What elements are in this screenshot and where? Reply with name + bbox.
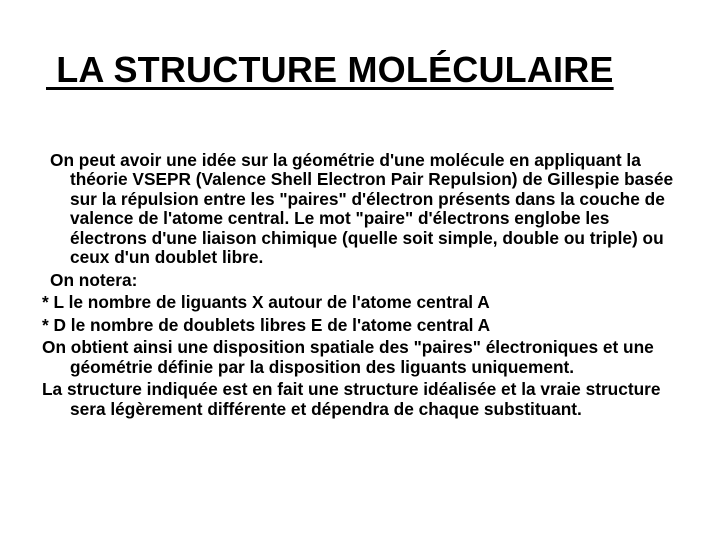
paragraph-lone-pairs-count: * D le nombre de doublets libres E de l'atome central A: [42, 314, 491, 335]
paragraph-ligands-count: * L le nombre de liguants X autour de l'atome central A: [42, 292, 490, 313]
paragraph-idealized-structure: La structure indiquée est en fait une structure idéalisée et la vraie structure sera légèrement différente et dépendra de chaque substituant.: [42, 379, 661, 419]
paragraph-spatial-arrangement: On obtient ainsi une disposition spatiale des "paires" électroniques et une géométrie définie par la disposition des liguants uniquement.: [42, 337, 654, 377]
slide-body: [42, 151, 682, 422]
paragraph-notation-heading: On notera:: [50, 269, 138, 290]
paragraph-vsepr-intro: On peut avoir une idée sur la géométrie d'une molécule en appliquant la théorie VSEPR (Valence Shell Electron Pair Repulsion) de Gillespie basée sur la répulsion entre les "paires" d'électron présents dans la couche de valence de l'atome central. Le mot "paire" d'électrons englobe les électrons d'une liaison chimique (quelle soit simple, double ou triple) ou ceux d'un doublet libre.: [50, 150, 674, 268]
slide-title: LA STRUCTURE MOLÉCULAIRE: [46, 49, 614, 90]
